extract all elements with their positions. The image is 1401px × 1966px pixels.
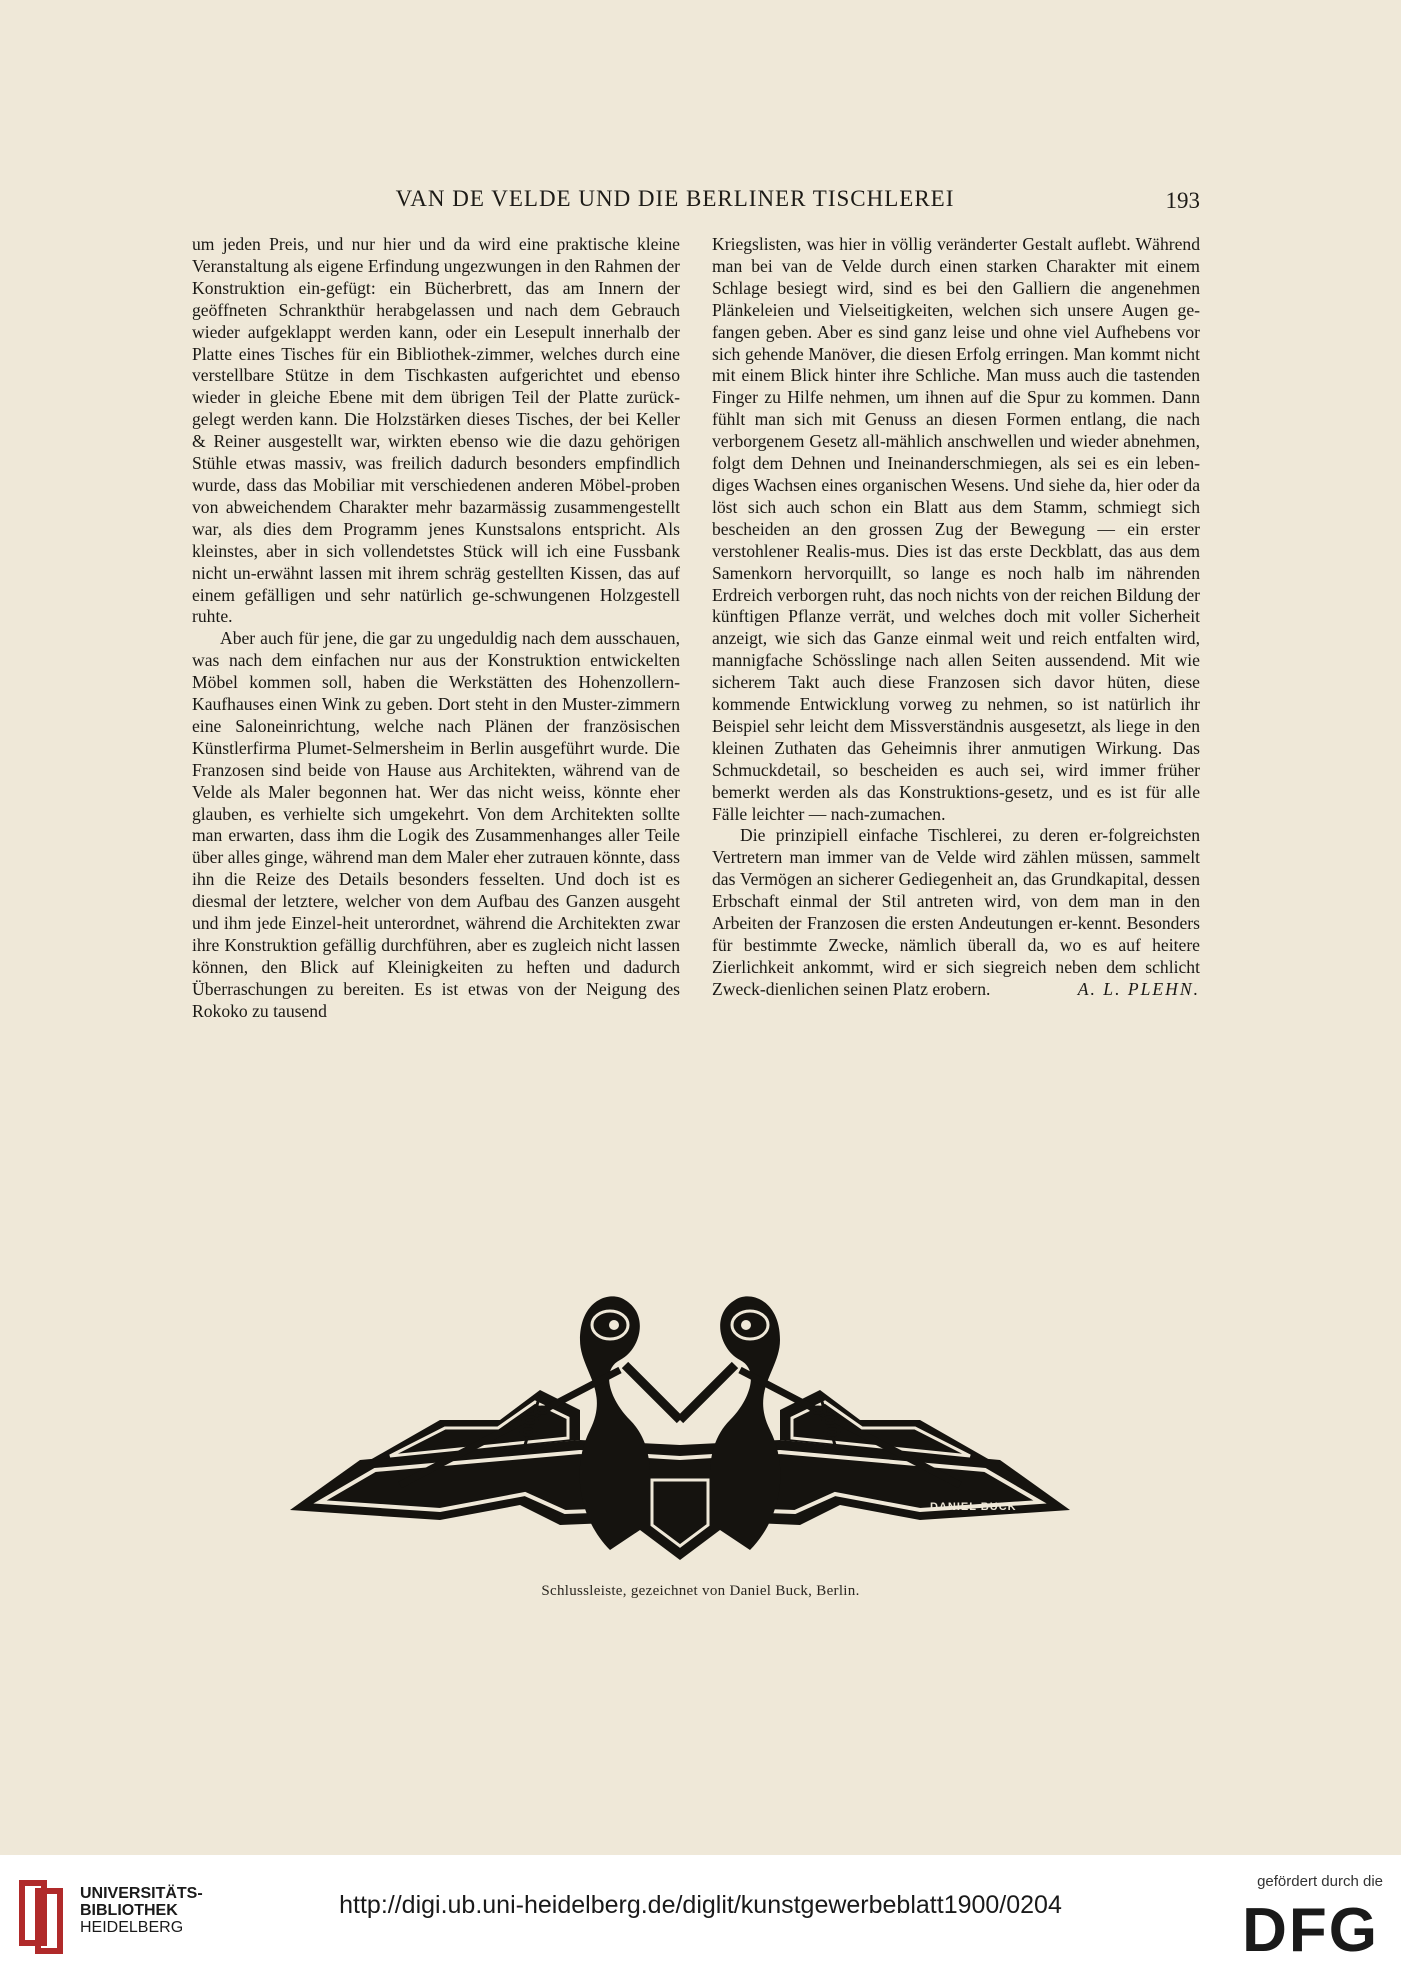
ornament-right-bird: [710, 1296, 780, 1550]
tailpiece-ornament: [280, 1270, 1080, 1570]
page-header: [150, 186, 1200, 226]
right-column: [712, 234, 1200, 1001]
running-title: VAN DE VELDE UND DIE BERLINER TISCHLEREI: [395, 186, 955, 211]
library-line: UNIVERSITÄTS-: [80, 1885, 203, 1902]
paragraph: [712, 825, 1200, 1000]
digitization-footer: [0, 1855, 1401, 1965]
dfg-logo: DFG: [1242, 1896, 1379, 1965]
library-line: BIBLIOTHEK: [80, 1902, 178, 1919]
paragraph-text: Die prinzipiell einfache Tischlerei, zu deren er-folgreichsten Vertretern man immer van de Velde wird zählen müssen, sammelt das Vermögen an sicherer Gediegenheit an, das Grundkapital, dessen Erbschaft einmal der Stil antreten wird, von dem man in den Arbeiten der Franzosen die ersten Andeutungen er-kennt. Besonders für bestimmte Zwecke, nämlich überall da, wo es auf heitere Zierlichkeit ankommt, wird er sich siegreich neben dem schlicht Zweck-dienlichen seinen Platz erobern.: [712, 825, 1200, 999]
permalink-url[interactable]: http://digi.ub.uni-heidelberg.de/diglit/kunstgewerbeblatt1900/0204: [339, 1891, 1062, 1919]
ornament-caption: Schlussleiste, gezeichnet von Daniel Buck, Berlin.: [541, 1583, 860, 1599]
paragraph: Aber auch für jene, die gar zu ungeduldig nach dem ausschauen, was nach dem einfachen nur aus der Konstruktion entwickelten Möbel kommen soll, haben die Werkstätten des Hohenzollern-Kaufhauses einen Wink zu geben. Dort steht in den Muster-zimmern eine Saloneinrichtung, welche nach Plänen der französischen Künstlerfirma Plumet-Selmersheim in Berlin ausgeführt wurde. Die Franzosen sind beide von Hause aus Architekten, während van de Velde als Maler begonnen hat. Wer das nicht weiss, könnte eher glauben, es verhielte sich umgekehrt. Von dem Architekten sollte man erwarten, dass ihm die Logik des Zusammenhanges aller Teile über alles ginge, während man dem Maler eher zutrauen könnte, dass ihn die Reize des Details besonders fesselten. Und doch ist es diesmal der letztere, welcher von dem Aufbau des Ganzen ausgeht und ihm jede Einzel-heit unterordnet, während die Architekten zwar ihre Konstruktion gefällig durchführen, aber es zugleich nicht lassen können, den Blick auf Kleinigkeiten zu heften und dadurch Überraschungen zu bereiten. Es ist etwas von der Neigung des Rokoko zu tausend: [192, 628, 680, 1021]
artist-signature: DANIEL BUCK: [930, 1501, 1017, 1513]
left-column: [192, 234, 680, 1023]
paragraph: um jeden Preis, und nur hier und da wird eine praktische kleine Veranstaltung als eigene Erfindung ungezwungen in den Rahmen der Konstruktion ein-gefügt: ein Bücherbrett, das am Innern der geöffneten Schrankthür herabgelassen und nach dem Gebrauch wieder aufgeklappt werden kann, oder ein Lesepult innerhalb der Platte eines Tisches für ein Bibliothek-zimmer, welches durch eine verstellbare Stütze in dem Tischkasten aufgerichtet und ebenso wieder in gleiche Ebene mit dem übrigen Teil der Platte zurück-gelegt werden kann. Die Holzstärken dieses Tisches, der bei Keller & Reiner ausgestellt war, wirkten ebenso wie die dazu gehörigen Stühle etwas massiv, was freilich dadurch besonders empfindlich wurde, dass das Mobiliar mit verschiedenen anderen Möbel-proben von abweichendem Charakter mehr bazarmässig zusammengestellt war, als dies dem Programm jenes Kunstsalons entspricht. Als kleinstes, aber in sich vollendetstes Stück will ich eine Fussbank nicht un-erwähnt lassen mit ihrem schräg gestellten Kissen, das auf einem gefälligen und sehr natürlich ge-schwungenen Holzgestell ruhte.: [192, 234, 680, 627]
sponsor-label: gefördert durch die: [1257, 1873, 1383, 1890]
library-line: HEIDELBERG: [80, 1919, 184, 1936]
author-signature: A. L. PLEHN.: [1077, 978, 1200, 999]
page-number: 193: [1165, 188, 1200, 213]
paragraph: Kriegslisten, was hier in völlig veränderter Gestalt auflebt. Während man bei van de Velde durch einen starken Charakter mit einem Schlage besiegt wird, sind es bei den Galliern die angenehmen Plänkeleien und Vielseitigkeiten, welchen sich unsere Augen ge-fangen geben. Aber es sind ganz leise und ohne viel Aufhebens vor sich gehende Manöver, die diesen Erfolg erringen. Man kommt nicht mit einem Blick hinter ihre Schliche. Man muss auch die tastenden Finger zu Hilfe nehmen, um ihnen auf die Spur zu kommen. Dann fühlt man sich mit Genuss an diesen Formen entlang, die nach verborgenem Gesetz all-mählich anschwellen und wieder abnehmen, folgt dem Dehnen und Ineinanderschmiegen, als sei es ein leben-diges Wachsen eines organischen Wesens. Und siehe da, hier oder da löst sich auch schon ein Blatt aus dem Stamm, schmiegt sich bescheiden an den grossen Zug der Bewegung — ein erster verstohlener Realis-mus. Dies ist das erste Deckblatt, das aus dem Samenkorn hervorquillt, so lange es noch halb im nährenden Erdreich verborgen ruht, das noch nichts von der reichen Bildung der künftigen Pflanze verrät, und welches doch mit voller Sicherheit anzeigt, wie sich das Ganze einmal weit und reich entfalten wird, mannigfache Schösslinge nach allen Seiten aussendend. Mit wie sicherem Takt auch diese Franzosen sich davor hüten, diese kommende Entwicklung vorweg zu nehmen, so ist natürlich ihr Beispiel sehr leicht dem Missverständnis ausgesetzt, als liege in den kleinen Zuthaten das Geheimnis ihrer anmutigen Wirkung. Das Schmuckdetail, so bescheiden es auch sei, wird immer früher bemerkt werden als das Konstruktions-gesetz, und es ist für alle Fälle leichter — nach-zumachen.: [712, 234, 1200, 824]
ornament-left-bird: [580, 1296, 650, 1550]
